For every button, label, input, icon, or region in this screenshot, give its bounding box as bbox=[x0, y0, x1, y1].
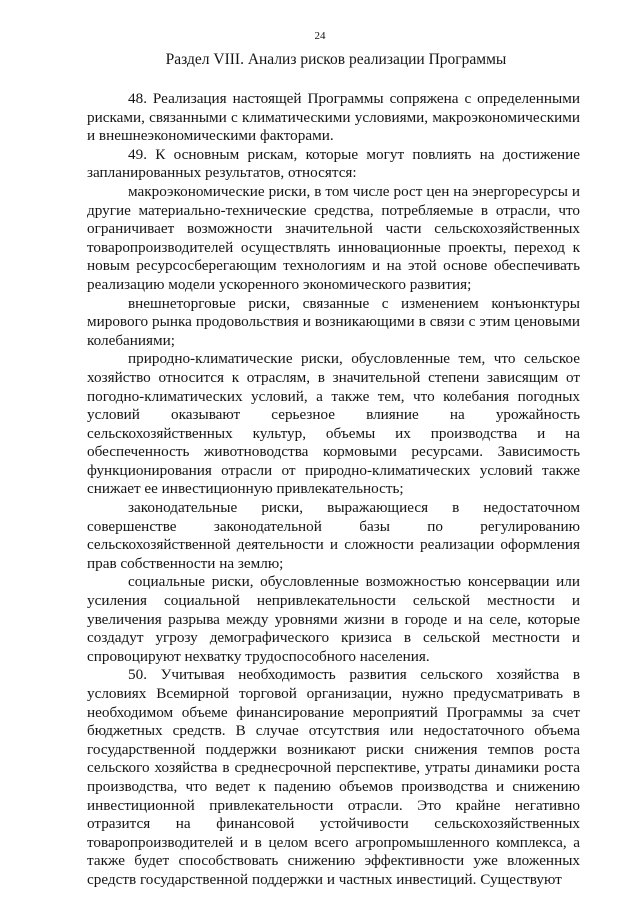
paragraph-foreign-trade-risks: внешнеторговые риски, связанные с изменением конъюнктуры мирового рынка продовольствия и возникающими в связи с этим ценовыми колебаниями; bbox=[87, 294, 580, 349]
paragraph-macroeconomic-risks: макроэкономические риски, в том числе рост цен на энергоресурсы и другие материально-технические средства, потребляемые в отрасли, что ограничивает возможности значительной части сельскохозяйственных товаропроизводителей осуществлять инновационные проекты, переход к новым ресурсосберегающим технологиям и на этой основе обеспечивать реализацию модели ускоренного экономического развития; bbox=[87, 182, 580, 293]
paragraph-legislative-risks: законодательные риски, выражающиеся в недостаточном совершенстве законодательной базы по регулированию сельскохозяйственной деятельности и сложности реализации оформления прав собственности на землю; bbox=[87, 499, 580, 572]
paragraph-48: 48. Реализация настоящей Программы сопряжена с определенными рисками, связанными с климатическими условиями, макроэкономическими и внешнеэкономическими факторами. bbox=[87, 90, 580, 145]
paragraph-49: 49. К основным рискам, которые могут повлиять на достижение запланированных результатов, относятся: bbox=[87, 145, 580, 182]
paragraph-50: 50. Учитывая необходимость развития сельского хозяйства в условиях Всемирной торговой организации, нужно предусматривать в необходимом объеме финансирование мероприятий Программы за счет бюджетных средств. В случае отсутствия или недостаточного объема государственной поддержки возникают риски снижения темпов роста сельского хозяйства в среднесрочной перспективе, утраты динамики роста производства, что ведет к падению объемов производства и снижению инвестиционной привлекательности отрасли. Это крайне негативно отразится на финансовой устойчивости сельскохозяйственных товаропроизводителей и в целом всего агропромышленного комплекса, а также будет способствовать снижению эффективности уже вложенных средств государственной поддержки и частных инвестиций. Существуют bbox=[87, 666, 580, 888]
page-number: 24 bbox=[314, 30, 326, 42]
paragraph-climate-risks: природно-климатические риски, обусловленные тем, что сельское хозяйство относится к отраслям, в значительной степени зависящим от погодно-климатических условий, а также тем, что колебания погодных условий оказывают серьезное влияние на урожайность сельскохозяйственных культур, объемы их производства и на обеспеченность животноводства кормовыми ресурсами. Зависимость функционирования отрасли от природно-климатических условий также снижает ее инвестиционную привлекательность; bbox=[87, 350, 580, 498]
paragraph-social-risks: социальные риски, обусловленные возможностью консервации или усиления социальной непривлекательности сельской местности и увеличения разрыва между уровнями жизни в городе и на селе, которые создадут угрозу демографического кризиса в сельской местности и спровоцируют нехватку трудоспособного населения. bbox=[87, 573, 580, 665]
section-title: Раздел VIII. Анализ рисков реализации Программы bbox=[165, 51, 507, 68]
body-text bbox=[87, 90, 580, 890]
